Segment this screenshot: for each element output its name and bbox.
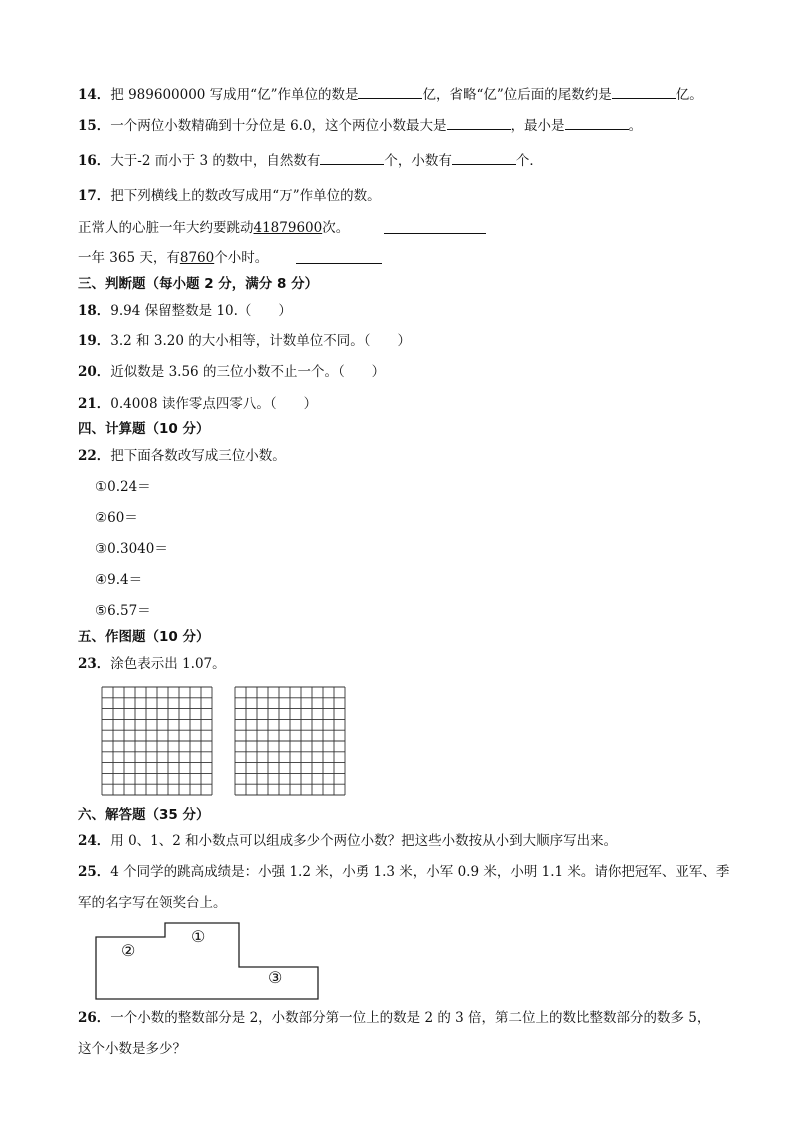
line-text: 次。	[322, 220, 350, 236]
question-21	[78, 395, 317, 413]
question-26-cont: 这个小数是多少？	[78, 1041, 186, 1057]
line-text: 正常人的心脏一年大约要跳动	[78, 220, 254, 236]
question-text: 用 0、1、2 和小数点可以组成多少个两位小数？把这些小数按从小到大顺序写出来。	[110, 833, 618, 849]
question-text: 0.4008 读作零点四零八。（ ）	[110, 396, 318, 412]
question-number: 14．	[78, 87, 111, 103]
hundred-grid-1[interactable]	[101, 686, 213, 796]
question-17-line-1	[78, 219, 349, 237]
question-text: 个．	[515, 153, 543, 169]
question-23	[78, 655, 226, 673]
conversion-item: ①0.24＝	[95, 479, 151, 495]
question-25	[78, 863, 729, 881]
question-25-cont: 军的名字写在领奖台上。	[78, 895, 227, 911]
question-number: 21．	[78, 396, 111, 412]
question-number: 26．	[78, 1010, 111, 1026]
question-number: 20．	[78, 364, 111, 380]
question-text: 9.94 保留整数是 10.（ ）	[110, 303, 292, 319]
section-heading-4: 四、计算题（10 分）	[78, 421, 210, 437]
question-text: 近似数是 3.56 的三位小数不止一个。（ ）	[110, 364, 386, 380]
section-heading-6: 六、解答题（35 分）	[78, 807, 210, 823]
answer-blank[interactable]	[320, 150, 384, 165]
answer-blank[interactable]	[447, 115, 511, 130]
section-heading-3: 三、判断题（每小题 2 分，满分 8 分）	[78, 276, 319, 292]
question-number: 18．	[78, 303, 111, 319]
question-text: 3.2 和 3.20 的大小相等，计数单位不同。（ ）	[110, 333, 411, 349]
question-text: ，最小是	[510, 118, 565, 134]
conversion-item: ③0.3040＝	[95, 541, 168, 557]
question-text: 涂色表示出 1.07。	[110, 656, 226, 672]
answer-blank[interactable]	[358, 84, 422, 99]
conversion-item: ⑤6.57＝	[95, 603, 151, 619]
question-text: 把 989600000 写成用“亿”作单位的数是	[110, 87, 359, 103]
podium-first-place: ①	[191, 927, 206, 946]
question-text: 一个两位小数精确到十分位是 6.0，这个两位小数最大是	[110, 118, 447, 134]
podium-second-place: ②	[121, 941, 136, 960]
line-text: 一年 365 天，有	[78, 250, 180, 266]
question-17-line-2	[78, 249, 268, 267]
question-18	[78, 302, 292, 320]
answer-blank[interactable]	[384, 233, 486, 234]
question-text: 把下面各数改写成三位小数。	[110, 448, 286, 464]
question-number: 22．	[78, 448, 111, 464]
question-number: 16．	[78, 153, 111, 169]
question-17	[78, 187, 381, 205]
question-number: 19．	[78, 333, 111, 349]
section-heading-5: 五、作图题（10 分）	[78, 629, 210, 645]
podium-diagram	[95, 922, 321, 1000]
conversion-item: ④9.4＝	[95, 572, 143, 588]
answer-blank[interactable]	[565, 115, 629, 130]
question-22	[78, 447, 286, 465]
question-15	[78, 115, 642, 135]
question-text: 亿。	[675, 87, 703, 103]
answer-blank[interactable]	[612, 84, 676, 99]
question-number: 25．	[78, 864, 111, 880]
question-19	[78, 332, 411, 350]
question-20	[78, 363, 385, 381]
hundred-grid-2[interactable]	[234, 686, 346, 796]
question-number: 24．	[78, 833, 111, 849]
question-text: 把下列横线上的数改写成用“万”作单位的数。	[110, 188, 381, 204]
question-14	[78, 84, 703, 104]
question-text: 亿，省略“亿”位后面的尾数约是	[422, 87, 612, 103]
question-16	[78, 150, 543, 170]
answer-blank[interactable]	[296, 263, 382, 264]
question-text: 一个小数的整数部分是 2，小数部分第一位上的数是 2 的 3 倍，第二位上的数比整数部分的数多 5，	[110, 1010, 711, 1026]
question-number: 23．	[78, 656, 111, 672]
question-number: 15．	[78, 118, 111, 134]
underlined-number: 8760	[179, 250, 215, 266]
question-text: 。	[628, 118, 643, 134]
question-24	[78, 832, 617, 850]
podium-third-place: ③	[268, 968, 283, 987]
question-number: 17．	[78, 188, 111, 204]
question-26	[78, 1009, 710, 1027]
question-text: 个，小数有	[384, 153, 452, 169]
conversion-item: ②60＝	[95, 510, 138, 526]
question-text: 大于-2 而小于 3 的数中，自然数有	[110, 153, 321, 169]
answer-blank[interactable]	[452, 150, 516, 165]
underlined-number: 41879600	[253, 220, 323, 236]
question-text: 4 个同学的跳高成绩是：小强 1.2 米，小勇 1.3 米，小军 0.9 米，小明 1.1 米。请你把冠军、亚军、季	[110, 864, 730, 880]
line-text: 个小时。	[214, 250, 269, 266]
